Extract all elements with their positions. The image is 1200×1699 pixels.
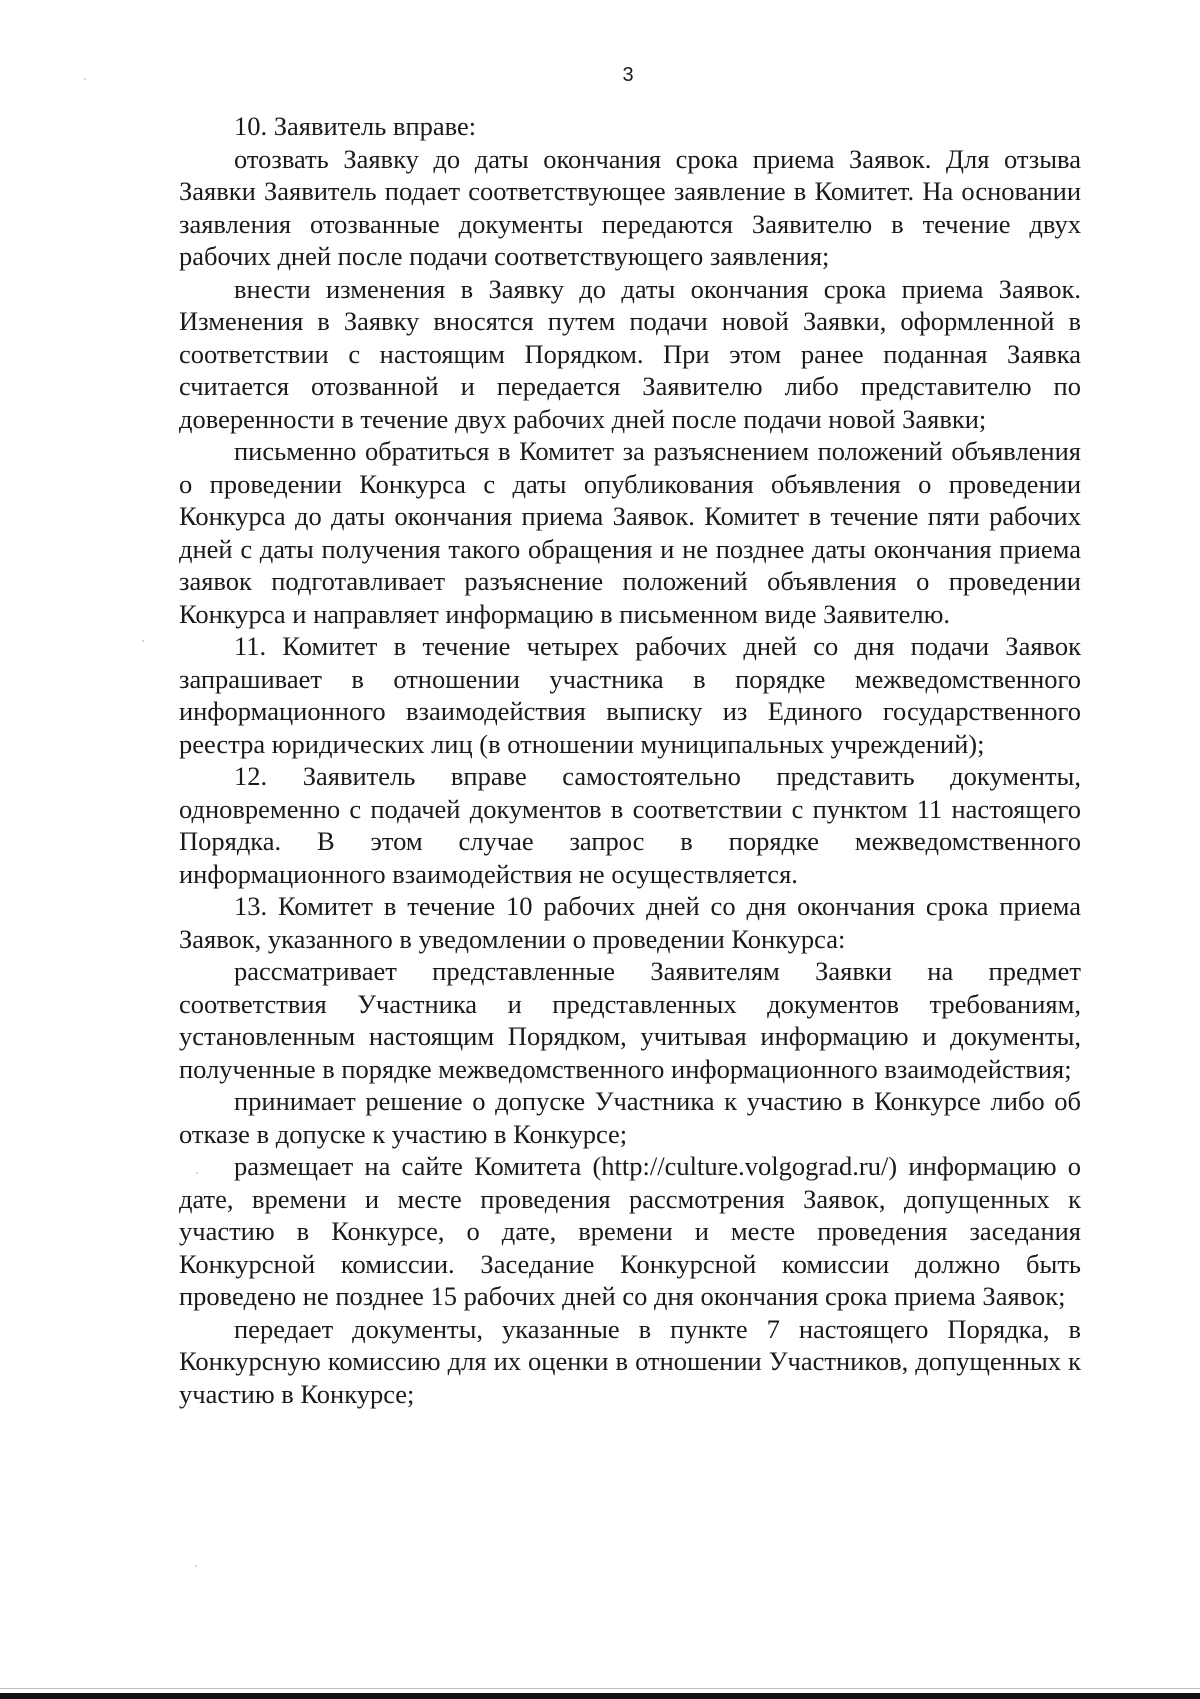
paragraph-withdraw-application: отозвать Заявку до даты окончания срока приема Заявок. Для отзыва Заявки Заявитель подает соответствующее заявление в Комитет. На основании заявления отозванные документы передаются Заявителю в течение двух рабочих дней после подачи соответствующего заявления; <box>179 143 1081 271</box>
paragraph-11: 11. Комитет в течение четырех рабочих дней со дня подачи Заявок запрашивает в отношении участника в порядке межведомственного информационного взаимодействия выписку из Единого государственного реестра юридических лиц (в отношении муниципальных учреждений); <box>179 631 1081 759</box>
paragraph-publish-info: размещает на сайте Комитета (http://culture.volgograd.ru/) информацию о дате, времени и месте проведения рассмотрения Заявок, допущенных к участию в Конкурсе, о дате, времени и месте проведения заседания Конкурсной комиссии. Заседание Конкурсной комиссии должно быть проведено не позднее 15 рабочих дней со дня окончания срока приема Заявок; <box>179 1151 1081 1311</box>
paragraph-request-clarification: письменно обратиться в Комитет за разъяснением положений объявления о проведении Конкурса с даты опубликования объявления о проведении Конкурса до даты окончания приема Заявок. Комитет в течение пяти рабочих дней с даты получения такого обращения и не позднее даты окончания приема заявок подготавливает разъяснение положений объявления о проведении Конкурса и направляет информацию в письменном виде Заявителю. <box>179 436 1081 629</box>
paragraph-13: 13. Комитет в течение 10 рабочих дней со дня окончания срока приема Заявок, указанного в уведомлении о проведении Конкурса: <box>179 891 1081 954</box>
scan-bottom-edge <box>0 1693 1200 1699</box>
scan-speck <box>196 1172 198 1174</box>
paragraph-review-applications: рассматривает представленные Заявителям Заявки на предмет соответствия Участника и представленных документов требованиям, установленным настоящим Порядком, учитывая информацию и документы, полученные в порядке межведомственного информационного взаимодействия; <box>179 956 1081 1084</box>
paragraph-10-heading: 10. Заявитель вправе: <box>234 111 477 141</box>
scan-speck <box>195 1565 197 1567</box>
paragraph-12: 12. Заявитель вправе самостоятельно представить документы, одновременно с подачей документов в соответствии с пунктом 11 настоящего Порядка. В этом случае запрос в порядке межведомственного информационного взаимодействия не осуществляется. <box>179 761 1081 889</box>
document-body <box>179 110 1081 1410</box>
paragraph-amend-application: внести изменения в Заявку до даты окончания срока приема Заявок. Изменения в Заявку вносятся путем подачи новой Заявки, оформленной в соответствии с настоящим Порядком. При этом ранее поданная Заявка считается отозванной и передается Заявителю либо представителю по доверенности в течение двух рабочих дней после подачи новой Заявки; <box>179 273 1081 434</box>
scan-edge-line <box>0 1688 1200 1689</box>
scan-speck <box>84 78 86 80</box>
paragraph-admission-decision: принимает решение о допуске Участника к участию в Конкурсе либо об отказе в допуске к участию в Конкурсе; <box>179 1086 1081 1149</box>
page-number: 3 <box>622 64 634 86</box>
paragraph-transfer-documents: передает документы, указанные в пункте 7 настоящего Порядка, в Конкурсную комиссию для их оценки в отношении Участников, допущенных к участию в Конкурсе; <box>179 1313 1081 1409</box>
scan-speck <box>142 640 144 642</box>
